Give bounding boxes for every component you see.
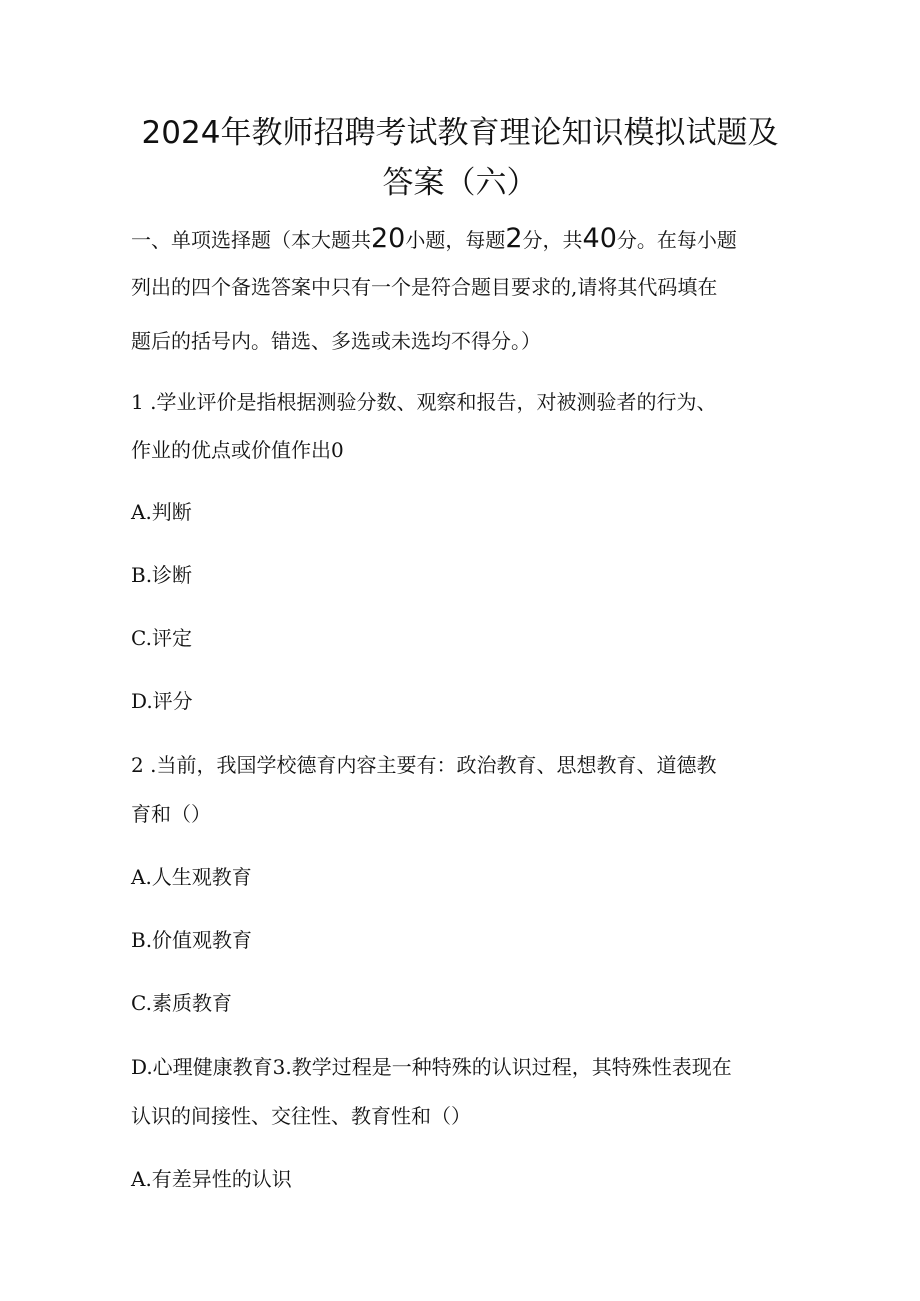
question-3-stem-line-2: 认识的间接性、交往性、教育性和（）: [131, 1104, 471, 1128]
question-1-stem-line-1: 1 .学业评价是指根据测验分数、观察和报告，对被测验者的行为、: [131, 390, 717, 414]
question-2-option-d-and-question-3-stem: D.心理健康教育3.教学过程是一种特殊的认识过程，其特殊性表现在: [131, 1055, 732, 1079]
question-1-stem-line-2: 作业的优点或价值作出0: [131, 438, 344, 462]
section-instruction-line-3: 题后的括号内。错选、多选或未选均不得分。）: [131, 329, 541, 353]
section-instruction-line-1: 一、单项选择题（本大题共20小题，每题2分，共40分。在每小题: [131, 223, 737, 254]
question-1-option-d: D.评分: [131, 689, 193, 713]
question-2-option-b: B.价值观教育: [131, 928, 253, 952]
question-1-option-c: C.评定: [131, 626, 192, 650]
section-instruction-line-2: 列出的四个备选答案中只有一个是符合题目要求的,请将其代码填在: [131, 275, 718, 299]
question-2-stem-line-1: 2 .当前，我国学校德育内容主要有：政治教育、思想教育、道德教: [131, 753, 717, 777]
question-2-stem-line-2: 育和（）: [131, 802, 211, 826]
question-2-option-a: A.人生观教育: [131, 865, 252, 889]
question-1-option-a: A.判断: [131, 500, 192, 524]
total-points: 40: [582, 223, 617, 254]
document-title-line-2: 答案（六）: [382, 165, 538, 201]
points-per-question: 2: [505, 223, 523, 254]
question-2-option-c: C.素质教育: [131, 991, 232, 1015]
question-3-option-a: A.有差异性的认识: [131, 1167, 292, 1191]
question-1-option-b: B.诊断: [131, 563, 193, 587]
question-count: 20: [371, 223, 406, 254]
document-title-line-1: 2024年教师招聘考试教育理论知识模拟试题及: [141, 115, 779, 151]
